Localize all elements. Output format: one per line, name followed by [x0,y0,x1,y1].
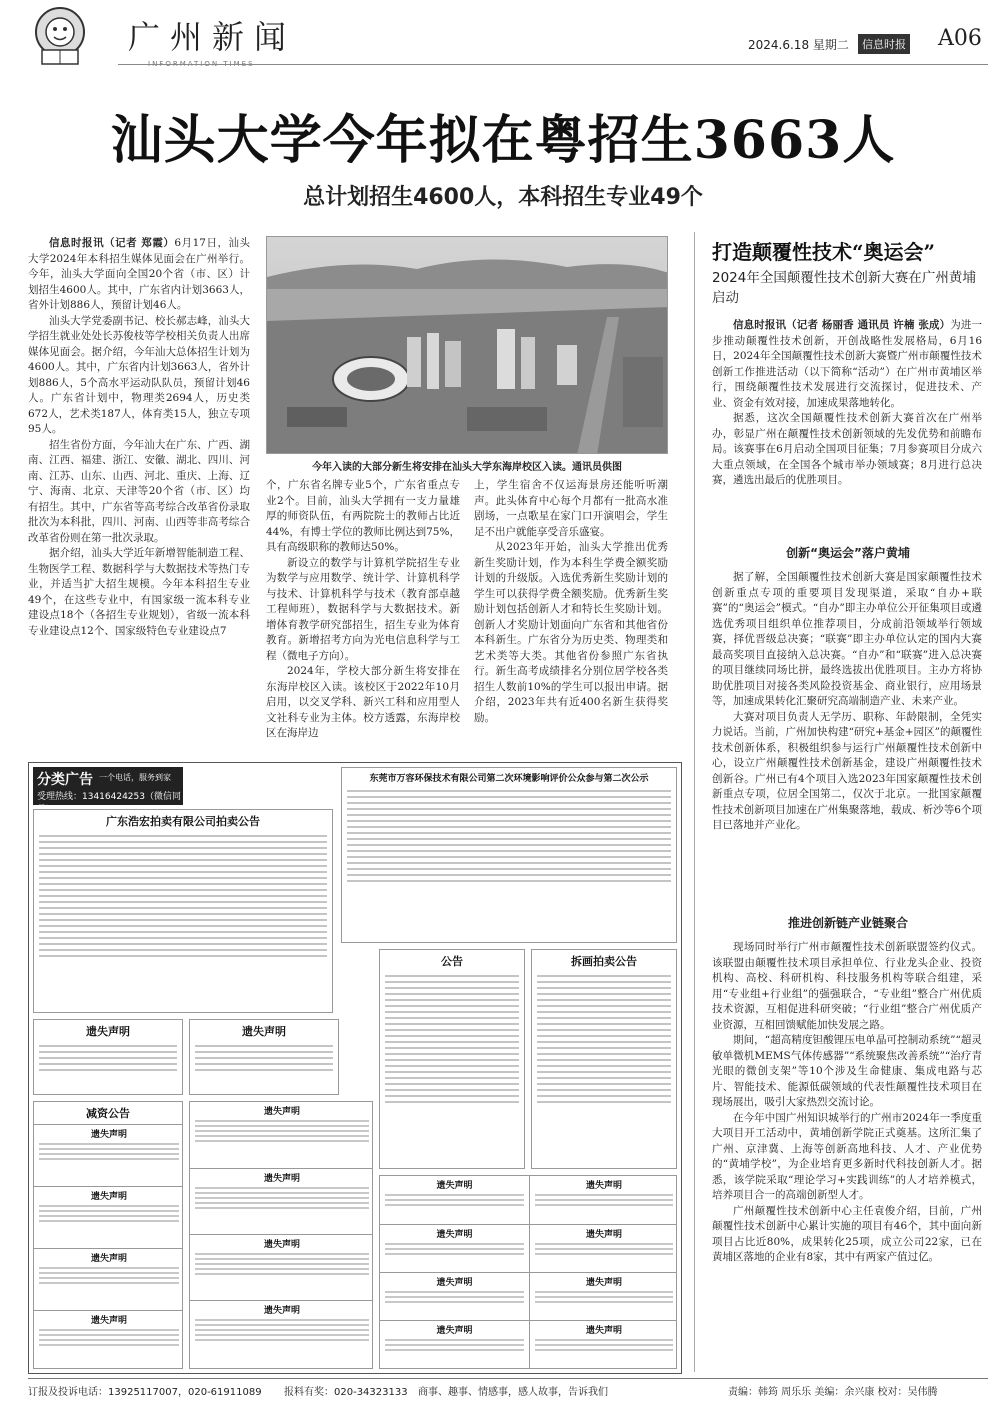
ad-heading: 遗失声明 [263,1240,300,1250]
public-notice [379,949,525,1169]
article-paragraph: 在今年中国广州知识城举行的广州市2024年一季度重大项目开工活动中，黄埔创新学院正式奠基。这所汇集了广州、京津冀、上海等创新高地科技、人才、产业优势的“黄埔学校”，为企业培育更多新时代科技创新人才。据悉，该学院采取“理论学习+实践训练”的人才培养模式，培养项目合一的高端创新型人才。 [712,1111,982,1201]
article-paragraph: 现场同时举行广州市颠覆性技术创新联盟签约仪式。该联盟由颠覆性技术项目承担单位、行业龙头企业、投资机构、高校、科研机构、科技服务机构等联合组建，采用“专业组+行业组”的强强联合，“专业组”整合广州优质技术资源，互相促进科研突破；“行业组”整合广州优质产业资源，互相回馈赋能加快发展之路。 [712,941,982,1031]
issue-date: 2024.6.18 星期二 [748,38,849,52]
ad-heading: 遗失声明 [585,1278,622,1288]
side-article-subtitle: 2024年全国颠覆性技术创新大赛在广州黄埔启动 [712,270,976,306]
lion-mascot-logo [28,4,92,68]
article-paragraph: 新设立的数学与计算机学院招生专业为数学与应用数学、统计学、计算机科学与技术、计算机科学与技术（教育部卓越工程师班），数据科学与大数据技术。新增体育教学研究部招生，招生专业为体育教育。新增招考方向为光电信息科学与工程（微电子方向）。 [266,556,460,662]
lost-notice-1 [33,1019,183,1095]
article-paragraph: 6月17日，汕头大学2024年本科招生媒体见面会在广州举行。今年，汕头大学面向全国20个省（市、区）计划招生4600人。其中，广东省内计划3663人，省外计划886人，预留计划46人。 [28,237,250,311]
lost-notice-2 [189,1019,339,1095]
page-number: A06 [938,26,982,51]
ad-heading: 遗失声明 [263,1107,300,1117]
article-paragraph: 招生省份方面，今年汕大在广东、广西、湖南、江西、福建、浙江、安徽、湖北、四川、河南、江苏、山东、山西、河北、重庆、上海、辽宁、海南、北京、天津等20个省（市、区）均有招生。其中，广东省等高考综合改革省份录取批次为本科批，四川、河南、山西等非高考综合改革省份则在第一批次录取。 [28,438,250,544]
painting-auction-notice [531,949,677,1169]
ad-heading: 遗失声明 [90,1254,127,1264]
article-column-2 [266,478,460,752]
article-paragraph: 据介绍，汕头大学近年新增智能制造工程、生物医学工程、数据科学与大数据技术等热门专业，并适当扩大招生规模。今年本科招生专业49个，在这些专业中，有国家级一流本科专业建设点18个（各招生专业规划），省级一流本科专业建设点12个、国家级特色专业建设点7 [28,547,250,637]
column-divider [694,232,695,1372]
side-article-byline: 信息时报讯（记者 杨丽香 通讯员 许楠 张成） [733,319,951,331]
classified-brand-slogan: 一个电话，服务到家 [99,773,171,782]
ad-body-lines [532,975,676,1103]
article-paragraph: 汕头大学党委副书记、校长郝志峰，汕头大学招生就业处处长苏俊枝等学校相关负责人出席媒体见面会。据介绍，今年汕大总体招生计划为4600人。其中，广东省内计划3663人，省外计划886人，5个高水平运动队队员，预留计划46人。广东省计划中，物理类2694人，历史类672人，艺术类187人，体育类15人，独立专项95人。 [28,314,250,435]
lost-notices-grid [379,1175,677,1369]
ad-heading: 遗失声明 [585,1326,622,1336]
paper-name-english: INFORMATION TIMES [148,60,255,68]
masthead [28,4,988,70]
ad-heading: 遗失声明 [242,1025,286,1038]
ad-heading: 遗失声明 [263,1174,300,1184]
env-notice-top-right [341,767,677,943]
main-subheadline: 总计划招生4600人，本科招生专业49个 [303,185,703,210]
article-paragraph: 大赛对项目负责人无学历、职称、年龄限制，全凭实力说话。当前，广州加快构建“研究+基金+园区”的颠覆性技术创新体系，积极组织参与运行广州颠覆性技术创新中心，设立广州颠覆性技术创新基金，建设广州颠覆性技术创新谷。广州已有4个项目入选2023年国家颠覆性技术创新重点专项，位居全国第二，仅次于北京。一批国家颠覆性技术创新项目加速在广州集聚落地，载成、析沙等6个项目已落地并产业化。 [712,710,982,831]
footer-editors: 责编：韩筠 周乐乐 美编：余兴康 校对：吴伟腾 [728,1387,938,1398]
article-paragraph: 广州颠覆性技术创新中心主任袁俊介绍，目前，广州颠覆性技术创新中心累计实施的项目有46个，其中面向新项目占比近80%，成果转化25项，成立公司22家，已在黄埔区落地的企业有8家，其中有两家产值过亿。 [712,1204,982,1263]
main-headline: 汕头大学今年拟在粤招生3663人 [110,110,896,171]
ad-heading: 遗失声明 [436,1181,473,1191]
ad-body-lines [342,790,676,882]
campus-photo-illustration [267,237,668,454]
article-paragraph: 上，学生宿舍不仅运海景房还能听听潮声。此头体育中心每个月都有一批高水准剧场，一点歌星在家门口开演唱会，学生足不出户就能享受音乐盛宴。 [474,479,668,538]
lost-notices-column [189,1101,373,1369]
article-paragraph: 据悉，这次全国颠覆性技术创新大赛首次在广州举办，彰显广州在颠覆性技术创新领域的先发优势和前瞻布局。该赛事在6月启动全国项目征集；7月参赛项目分成六大重点领域，在全国各个城市举办领域赛；8月进行总决赛，遴选出最后的优胜项目。 [712,412,982,486]
article-column-1 [28,236,250,752]
section-badge: 信息时报 [858,34,910,54]
ad-heading: 遗失声明 [436,1230,473,1240]
ad-heading: 遗失声明 [263,1306,300,1316]
auction-notice-left [33,809,333,1013]
capital-reduction-notice [33,1101,183,1369]
article-paragraph: 为进一步推动颠覆性技术创新，开创战略性发展格局，6月16日，2024年全国颠覆性技术创新大赛暨广州市颠覆性技术创新工作推进活动（以下简称“活动”）在广州市黄埔区举行，围绕颠覆性技术发展进行交流探讨，促进技术、产业、资金有效对接，加速成果落地转化。 [712,319,982,409]
masthead-rule [118,64,988,65]
side-article-body-2 [712,940,982,1372]
side-article-body-1 [712,570,982,902]
ad-heading: 遗失声明 [436,1278,473,1288]
article-paragraph: 从2023年开始，汕头大学推出优秀新生奖励计划，作为本科生学费全额奖励计划的升级版。入选优秀新生奖励计划的学生可以获得学费全额奖励。优秀新生奖励计划包括创新人才和特长生奖励计划。创新人才奖励计划面向广东省和其他省份本科新生。广东省分为历史类、物理类和艺术类等大类。其他省份参照广东省执行。新生高考成绩排名分别位居学校各类招生人数前10%的学生可以报出申请。据介绍，2023年共有近400名新生获得奖励。 [474,541,668,724]
article-paragraph: 据了解，全国颠覆性技术创新大赛是国家颠覆性技术创新重点专项的重要项目发现渠道，采取“自办+联赛”的“奥运会”模式。“自办”即主办单位公开征集项目或遴选优秀项目组织单位推荐项目，分成前沿领域举行领域赛，择优晋级总决赛；“联赛”即主办单位认定的国内大赛最高奖项目直接纳入总决赛。“自办”和“联赛”进入总决赛的项目继续同场比拼，最终选拔出优胜项目。主办方将协助优胜项目对接各类风险投资基金、商业银行，应用场景等，加速成果转化汇聚研究高端制造产业、未来产业。 [712,571,982,707]
ad-body-lines [34,1045,182,1071]
side-section-heading: 创新“奥运会”落户黄埔 [786,546,910,560]
ad-heading: 东莞市万容环保技术有限公司第二次环境影响评价公众参与第二次公示 [369,774,649,784]
ad-heading: 广东浩宏拍卖有限公司拍卖公告 [106,815,260,828]
ad-heading: 遗失声明 [90,1192,127,1202]
side-section-heading: 推进创新链产业链聚合 [787,916,908,930]
article-byline: 信息时报讯（记者 郑霞） [49,237,175,249]
ad-heading: 遗失声明 [585,1230,622,1240]
side-article-intro [712,318,982,528]
ad-body-lines [34,835,332,957]
classified-brand-box [33,767,183,815]
ad-heading: 拆画拍卖公告 [571,955,637,968]
ad-body-lines [190,1045,338,1071]
footer-tip-hotline: 报料有奖：020-34323133 [284,1387,408,1398]
ad-heading: 遗失声明 [585,1181,622,1191]
page-footer [28,1383,988,1399]
ad-heading: 遗失声明 [90,1130,127,1140]
paper-name: 广州新闻 [128,18,297,56]
footer-rule [28,1378,988,1379]
photo-caption: 今年入读的大部分新生将安排在汕头大学东海岸校区入读。通讯员供图 [312,462,622,473]
campus-aerial-photo [266,236,668,454]
ad-heading: 公告 [441,955,463,968]
side-article-title: 打造颠覆性技术“奥运会” [712,240,936,264]
ad-body-lines [380,975,524,1103]
footer-subscription-hotline: 订报及投诉电话：13925117007，020-61911089 [28,1387,262,1398]
article-paragraph: 2024年，学校大部分新生将安排在东海岸校区入读。该校区于2022年10月启用，以交叉学科、新兴工科和应用型人文社科专业为主体。校方透露，东海岸校区在海岸边 [266,665,460,739]
classified-ads-section [28,762,682,1374]
classified-hotline: 受理热线：13416424253（微信同号） [37,792,181,815]
article-paragraph: 期间，“超高精度钽酸锂压电单晶可控制动系统”“超灵敏单微机MEMS气体传感器”“系统聚焦改善系统”“治疗青光眼的微创支架”等10个涉及生命健康、集成电路与芯片、智能技术、能源低碳领域的代表性颠覆性技术项目在现场展出，吸引大家热烈交流讨论。 [712,1034,982,1108]
footer-tip-slogan: 商事、趣事、情感事，感人故事，告诉我们 [418,1387,608,1398]
article-paragraph: 个，广东省名牌专业5个，广东省重点专业2个。目前，汕头大学拥有一支力量雄厚的师资队伍，有两院院士的教师占比近44%，有博士学位的教师比例达到75%，具有高级职称的教师达50%。 [266,479,460,553]
ad-heading: 减资公告 [86,1107,130,1120]
ad-heading: 遗失声明 [436,1326,473,1336]
article-column-3 [474,478,668,752]
classified-brand-title: 分类广告 [37,772,93,788]
ad-heading: 遗失声明 [90,1316,127,1326]
ad-heading: 遗失声明 [86,1025,130,1038]
